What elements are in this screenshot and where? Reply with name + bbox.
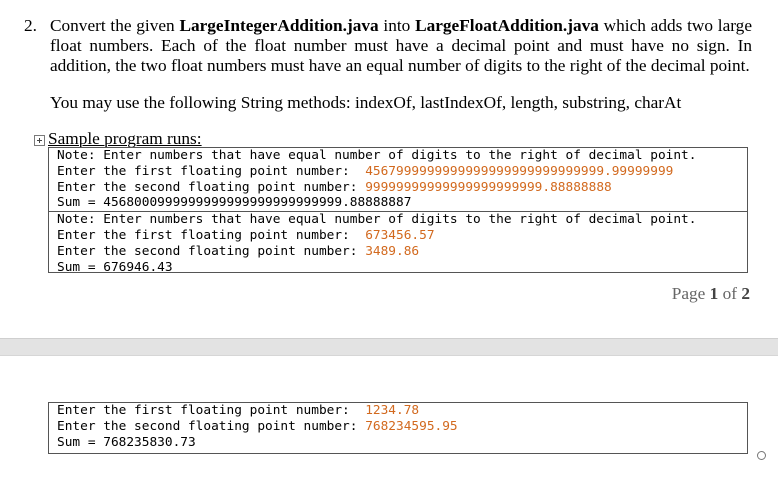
- page-of: of: [718, 284, 742, 303]
- sample-heading: [34, 129, 202, 149]
- sum-value: 676946.43: [103, 259, 173, 275]
- sum-value: 768235830.73: [103, 434, 196, 450]
- run-sum-line: [49, 195, 747, 211]
- first-value: 673456.57: [365, 227, 435, 243]
- question-text: [50, 16, 752, 76]
- first-prompt: Enter the first floating point number:: [57, 227, 366, 243]
- sum-label: Sum =: [57, 195, 104, 211]
- run-first-line: [49, 164, 747, 180]
- second-value: 99999999999999999999999.88888888: [365, 179, 612, 195]
- run-sum-line: [49, 435, 747, 451]
- second-prompt: Enter the second floating point number:: [57, 243, 366, 259]
- sum-label: Sum =: [57, 434, 104, 450]
- run-second-line: [49, 244, 747, 260]
- second-value: 3489.86: [365, 243, 420, 259]
- source-filename: LargeIntegerAddition.java: [179, 16, 379, 35]
- methods-line: You may use the following String methods: indexOf, lastIndexOf, length, substring, charAt: [50, 93, 682, 112]
- page-indicator: [672, 284, 750, 304]
- first-value: 1234.78: [365, 403, 420, 418]
- sample-run-2: [49, 211, 747, 275]
- page-total: 2: [741, 284, 750, 303]
- run-second-line: [49, 419, 747, 435]
- question-mid: into: [378, 16, 416, 35]
- sample-run-1: [49, 148, 747, 211]
- run-sum-line: [49, 260, 747, 276]
- run-note: Note: Enter numbers that have equal number of digits to the right of decimal point.: [57, 148, 697, 163]
- run-second-line: [49, 180, 747, 196]
- first-prompt: Enter the first floating point number:: [57, 163, 366, 179]
- second-prompt: Enter the second floating point number:: [57, 418, 366, 434]
- second-value: 768234595.95: [365, 418, 458, 434]
- second-prompt: Enter the second floating point number:: [57, 179, 366, 195]
- expand-icon[interactable]: [34, 135, 45, 146]
- question-lead: Convert the given: [50, 16, 180, 35]
- target-filename: LargeFloatAddition.java: [415, 16, 599, 35]
- sum-value: 4568000999999999999999999999999.88888887: [103, 195, 412, 211]
- first-prompt: Enter the first floating point number:: [57, 403, 366, 418]
- sample-run-3: [48, 402, 748, 454]
- page-prefix: Page: [671, 284, 710, 303]
- sum-label: Sum =: [57, 259, 104, 275]
- question-number: 2.: [24, 16, 37, 35]
- run-first-line: [49, 403, 747, 419]
- page-separator: [0, 338, 778, 356]
- run-note: Note: Enter numbers that have equal number of digits to the right of decimal point.: [57, 212, 697, 228]
- page-current: 1: [709, 284, 719, 303]
- resize-handle[interactable]: [757, 451, 766, 460]
- sample-heading-label: Sample program runs:: [48, 129, 202, 148]
- question-rest: which adds two large float numbers. Each of the float number must have a decimal point and must have no sign. In addition, the two float numbers must have an equal number of digits to the right of the decimal point.: [50, 16, 752, 75]
- run-first-line: [49, 228, 747, 244]
- sample-runs-box: [48, 147, 748, 273]
- first-value: 4567999999999999999999999999999.99999999: [365, 163, 674, 179]
